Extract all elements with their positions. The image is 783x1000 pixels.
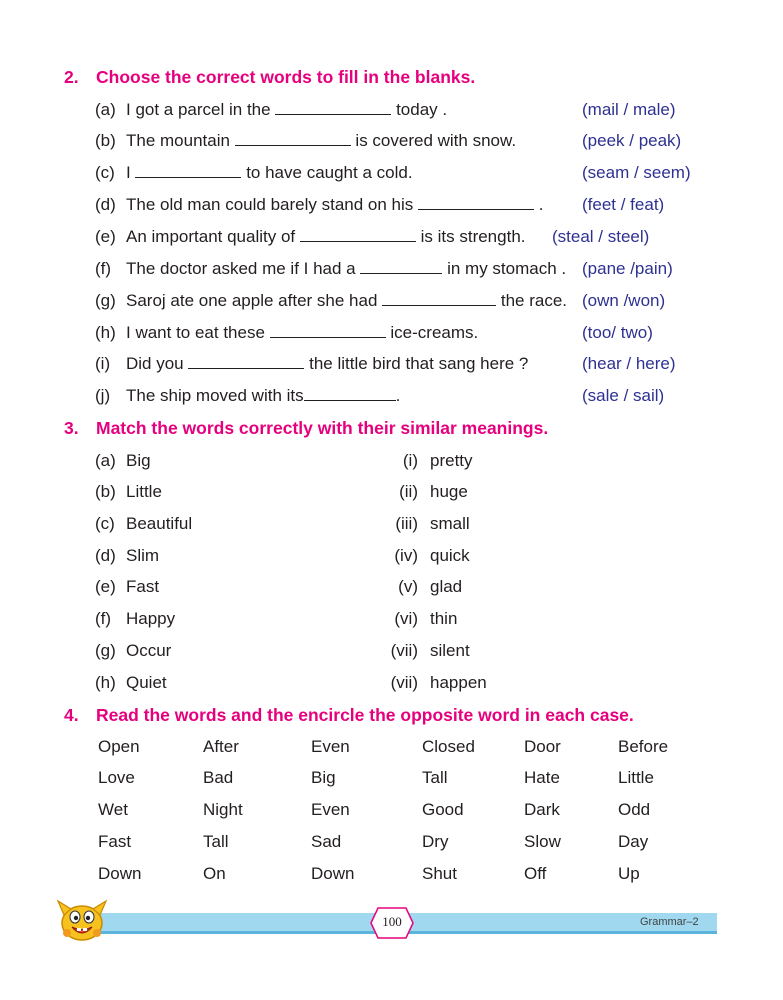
section-2-number: 2. <box>64 67 79 87</box>
match-label: (h) <box>95 673 116 692</box>
answer-blank[interactable] <box>304 386 396 401</box>
word-cell[interactable]: Big <box>311 768 336 787</box>
word-options: (mail / male) <box>582 100 676 119</box>
word-cell[interactable]: Closed <box>422 737 475 756</box>
item-after: in my stomach . <box>447 259 567 278</box>
word-cell[interactable]: Down <box>311 864 355 883</box>
match-word: Quiet <box>126 673 167 692</box>
page-number: 100 <box>382 914 402 929</box>
item-label: (f) <box>95 259 112 278</box>
item-text <box>126 195 544 215</box>
match-meaning: silent <box>430 641 470 660</box>
item-after: the race. <box>500 291 568 310</box>
section-4-heading <box>64 705 634 726</box>
item-label: (j) <box>95 386 111 405</box>
item-text <box>126 227 526 247</box>
match-roman-number: (vii) <box>390 641 418 660</box>
section-4-number: 4. <box>64 705 79 725</box>
match-word: Beautiful <box>126 514 193 533</box>
match-meaning: huge <box>430 482 468 501</box>
word-cell[interactable]: Little <box>618 768 654 787</box>
word-cell[interactable]: Day <box>618 832 649 851</box>
item-before: Saroj ate one apple after she had <box>126 291 378 310</box>
word-cell[interactable]: On <box>203 864 226 883</box>
match-meaning: pretty <box>430 451 473 470</box>
item-label: (c) <box>95 163 115 182</box>
word-cell[interactable]: Good <box>422 800 464 819</box>
word-cell[interactable]: Bad <box>203 768 234 787</box>
word-cell[interactable]: Up <box>618 864 640 883</box>
item-after: to have caught a cold. <box>246 163 413 182</box>
word-cell[interactable]: Night <box>203 800 243 819</box>
item-text <box>126 354 528 374</box>
match-meaning: thin <box>430 609 458 628</box>
match-word: Big <box>126 451 151 470</box>
item-before: The mountain <box>126 131 230 150</box>
match-label: (f) <box>95 609 112 628</box>
item-before: Did you <box>126 354 184 373</box>
item-after: . <box>538 195 544 214</box>
item-text <box>126 131 516 151</box>
answer-blank[interactable] <box>300 227 416 242</box>
item-after: is covered with snow. <box>355 131 517 150</box>
item-label: (h) <box>95 323 116 342</box>
section-2-title: Choose the correct words to fill in the blanks. <box>96 67 476 87</box>
word-cell[interactable]: Even <box>311 800 350 819</box>
match-label: (b) <box>95 482 116 501</box>
item-before: The doctor asked me if I had a <box>126 259 356 278</box>
word-cell[interactable]: Wet <box>98 800 128 819</box>
answer-blank[interactable] <box>275 100 391 115</box>
section-3-title: Match the words correctly with their similar meanings. <box>96 418 549 438</box>
match-word: Fast <box>126 577 160 596</box>
word-options: (feet / feat) <box>582 195 665 214</box>
word-cell[interactable]: Down <box>98 864 142 883</box>
word-cell[interactable]: Sad <box>311 832 342 851</box>
match-meaning: glad <box>430 577 463 596</box>
answer-blank[interactable] <box>235 131 351 146</box>
match-word: Happy <box>126 609 176 628</box>
match-roman-number: (iv) <box>394 546 418 565</box>
word-cell[interactable]: After <box>203 737 239 756</box>
word-options: (pane /pain) <box>582 259 673 278</box>
word-cell[interactable]: Odd <box>618 800 651 819</box>
match-label: (a) <box>95 451 116 470</box>
word-cell[interactable]: Fast <box>98 832 132 851</box>
match-roman-number: (vi) <box>394 609 418 628</box>
word-cell[interactable]: Slow <box>524 832 561 851</box>
item-before: I got a parcel in the <box>126 100 271 119</box>
item-text <box>126 163 413 183</box>
word-cell[interactable]: Hate <box>524 768 560 787</box>
word-options: (steal / steel) <box>552 227 650 246</box>
match-roman-number: (i) <box>402 451 418 470</box>
match-roman-number: (ii) <box>399 482 418 501</box>
item-text <box>126 291 567 311</box>
answer-blank[interactable] <box>270 323 386 338</box>
word-options: (hear / here) <box>582 354 676 373</box>
word-cell[interactable]: Tall <box>422 768 448 787</box>
section-4-title: Read the words and the encircle the opposite word in each case. <box>96 705 634 725</box>
word-cell[interactable]: Even <box>311 737 350 756</box>
match-word: Slim <box>126 546 160 565</box>
match-label: (d) <box>95 546 116 565</box>
item-text <box>126 100 447 120</box>
word-cell[interactable]: Love <box>98 768 135 787</box>
item-label: (a) <box>95 100 116 119</box>
answer-blank[interactable] <box>135 163 241 178</box>
match-word: Little <box>126 482 162 501</box>
item-label: (i) <box>95 354 111 373</box>
item-after: ice-creams. <box>390 323 479 342</box>
section-3-number: 3. <box>64 418 79 438</box>
item-after: today . <box>396 100 448 119</box>
match-meaning: happen <box>430 673 487 692</box>
word-cell[interactable]: Tall <box>203 832 229 851</box>
answer-blank[interactable] <box>382 291 496 306</box>
word-options: (own /won) <box>582 291 666 310</box>
match-label: (g) <box>95 641 116 660</box>
item-label: (b) <box>95 131 116 150</box>
item-after: the little bird that sang here ? <box>309 354 529 373</box>
item-before: I want to eat these <box>126 323 265 342</box>
word-cell[interactable]: Off <box>524 864 547 883</box>
answer-blank[interactable] <box>360 259 442 274</box>
match-label: (c) <box>95 514 115 533</box>
word-cell[interactable]: Before <box>618 737 669 756</box>
word-options: (sale / sail) <box>582 386 665 405</box>
word-cell[interactable]: Dark <box>524 800 560 819</box>
word-cell[interactable]: Shut <box>422 864 457 883</box>
word-cell[interactable]: Door <box>524 737 561 756</box>
item-before: I <box>126 163 131 182</box>
item-label: (g) <box>95 291 116 310</box>
item-after: is its strength. <box>420 227 526 246</box>
item-text <box>126 386 400 406</box>
word-options: (seam / seem) <box>582 163 691 182</box>
item-after: . <box>395 386 401 405</box>
word-cell[interactable]: Dry <box>422 832 449 851</box>
answer-blank[interactable] <box>188 354 304 369</box>
match-roman-number: (vii) <box>390 673 418 692</box>
section-3-heading <box>64 418 548 439</box>
book-title: Grammar–2 <box>640 916 699 928</box>
item-before: The ship moved with its <box>126 386 304 405</box>
item-text <box>126 259 566 279</box>
match-word: Occur <box>126 641 172 660</box>
section-2-heading <box>64 67 475 88</box>
match-meaning: small <box>430 514 470 533</box>
match-roman-number: (v) <box>398 577 418 596</box>
item-before: An important quality of <box>126 227 296 246</box>
word-options: (too/ two) <box>582 323 653 342</box>
cartoon-mascot-icon <box>55 893 109 943</box>
item-label: (d) <box>95 195 116 214</box>
word-cell[interactable]: Open <box>98 737 140 756</box>
item-text <box>126 323 478 343</box>
match-label: (e) <box>95 577 116 596</box>
item-label: (e) <box>95 227 116 246</box>
match-meaning: quick <box>430 546 470 565</box>
answer-blank[interactable] <box>418 195 534 210</box>
item-before: The old man could barely stand on his <box>126 195 414 214</box>
word-options: (peek / peak) <box>582 131 682 150</box>
match-roman-number: (iii) <box>395 514 418 533</box>
